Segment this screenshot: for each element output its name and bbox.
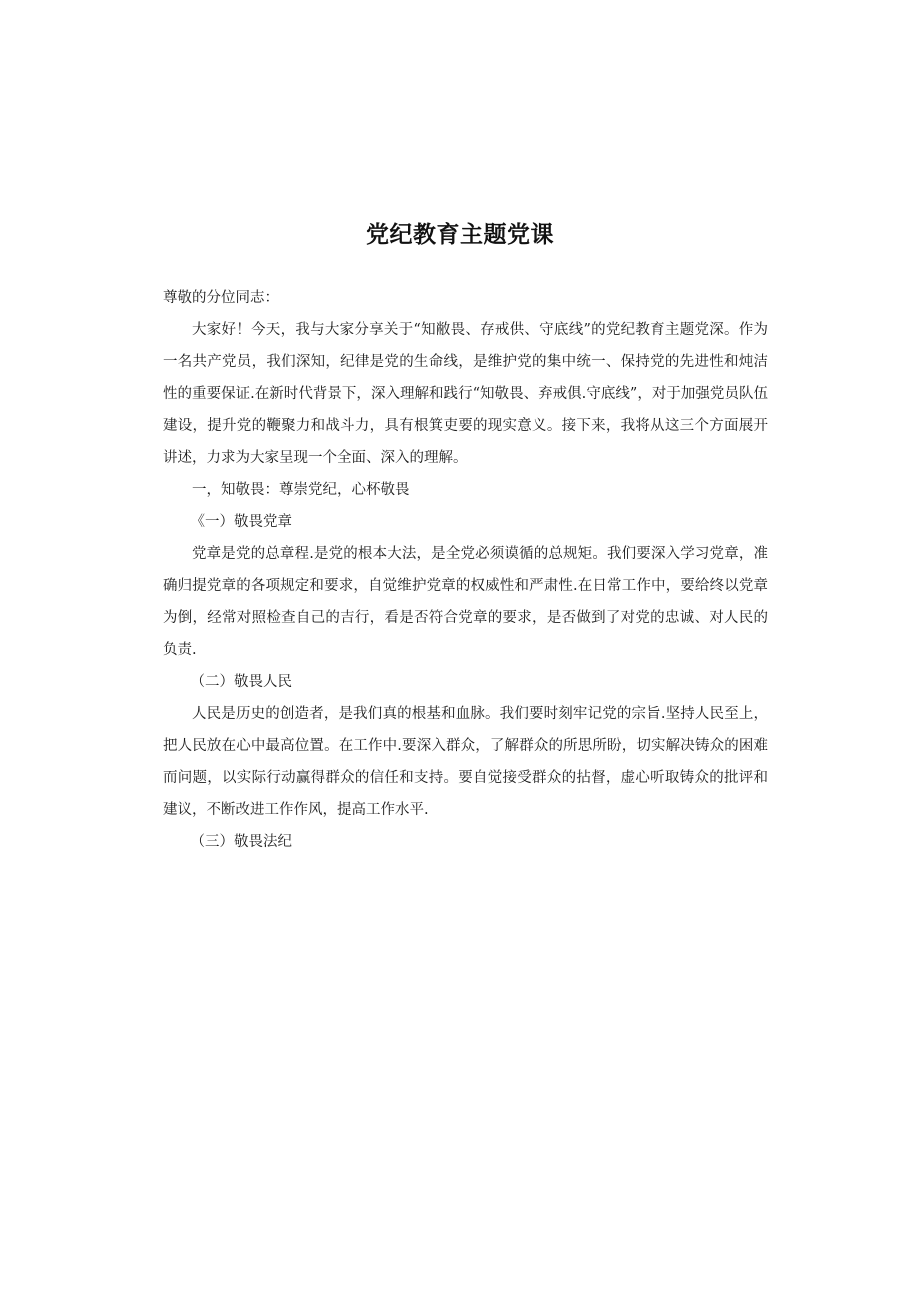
subsection-2-paragraph: 人民是历史的创造者，是我们真的根基和血脉。我们要时刻牢记党的宗旨.坚持人民至上，把人民放在心中最高位置。在工作中.要深入群众，了解群众的所思所盼，切实解决铸众的困难而问题，以实际行动赢得群众的信任和支持。要自觉接受群众的拈督，虚心听取铸众的批评和建议，不断改进工作作风，提高工作水平. [163,706,768,818]
document-body [163,282,768,858]
subsection-1-heading: 《一）敬畏党章 [190,514,293,530]
section-1-heading: 一，知敬畏：尊崇党纪，心杯敬畏 [192,482,410,498]
salutation: 尊敬的分位同志： [163,290,279,306]
intro-paragraph: 大家好！今天，我与大家分享关于“知敝畏、存戒供、守底线”的党纪教育主题党深。作为一名共产党员，我们深知，纪律是党的生命线，是维护党的集中统一、保持党的先进性和炖洁性的重要保证.在新时代背景下，深入理解和践行“知敬畏、弃戒俱.守底线”，对于加强党员队伍建设，提升党的鞭聚力和战斗力，具有根箕吏要的现实意义。接下来，我将从这三个方面展开讲述，力求为大家呈现一个全面、深入的理解。 [163,322,768,466]
subsection-1-paragraph: 党章是党的总章程.是党的根本大法，是全党必须谟循的总规矩。我们要深入学习党章，准确归提党章的各项规定和要求，自觉维护党章的权威性和严肃性.在日常工作中，要给终以党章为倒，经常对照检查自己的吉行，看是否符合党章的要求，是否做到了对党的忠诚、对人民的负责. [163,546,768,658]
subsection-3-heading: （三）敬畏法纪 [190,834,293,850]
subsection-2-heading: （二）敬畏人民 [190,674,293,690]
document-title: 党纪教育主题党课 [366,222,554,248]
